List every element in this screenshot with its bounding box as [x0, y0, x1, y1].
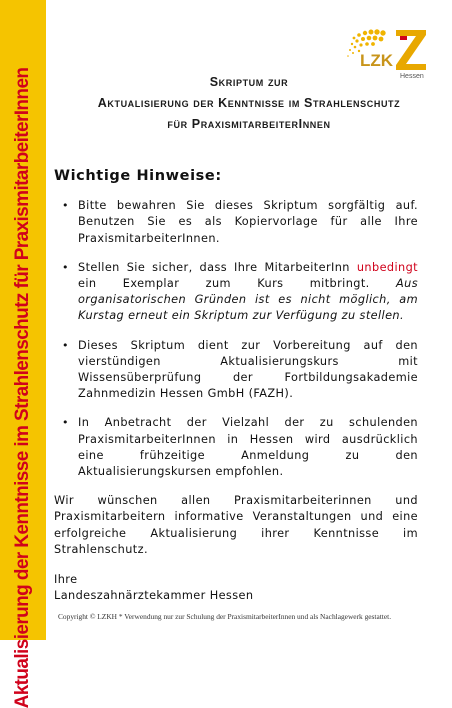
list-item: [54, 338, 418, 403]
bullet-icon: •: [62, 338, 69, 352]
note-text: In Anbetracht der Vielzahl der zu schulenden PraxismitarbeiterInnen in Hessen wird ausdrücklich eine frühzeitige Anmeldung zu den Aktualisierungskursen empfohlen.: [78, 416, 418, 479]
title-line-1: Skriptum zur: [209, 75, 289, 89]
closing-paragraph: Wir wünschen allen Praxismitarbeiterinnen und Praxismitarbeitern informative Veranstaltungen und eine erfolgreiche Aktualisierung ihrer Kenntnisse im Strahlenschutz.: [54, 494, 418, 556]
title-line-2: Aktualisierung der Kenntnisse im Strahlenschutz: [97, 96, 401, 110]
note-text: Stellen Sie sicher, dass Ihre MitarbeiterInn: [78, 260, 350, 274]
signature-line-2: Landeszahnärztekammer Hessen: [54, 589, 254, 603]
document-title: [46, 74, 452, 137]
notes-list: [54, 198, 418, 480]
notes-heading: Wichtige Hinweise:: [54, 168, 222, 184]
logo-subtext: Hessen: [400, 73, 424, 80]
bullet-icon: •: [62, 260, 69, 274]
note-italic: Aus organisatorischen Gründen ist es nicht möglich, am Kurstag erneut ein Skriptum zur Verfügung zu stellen.: [78, 277, 418, 323]
list-item: [54, 415, 418, 480]
list-item: [54, 198, 418, 247]
title-line-3: für PraxismitarbeiterInnen: [167, 117, 331, 131]
list-item: [54, 260, 418, 325]
copyright-footer: Copyright © LZKH * Verwendung nur zur Schulung der PraxismitarbeiterInnen und als Nachlagewerk gestattet.: [58, 612, 392, 621]
note-text: ein Exemplar zum Kurs mitbringt.: [78, 277, 370, 291]
bullet-icon: •: [62, 416, 69, 430]
sidebar-band: [0, 0, 46, 708]
bullet-icon: •: [62, 199, 69, 213]
signature: [54, 572, 418, 604]
note-text: Bitte bewahren Sie dieses Skriptum sorgfältig auf. Benutzen Sie es als Kopiervorlage für alle Ihre PraxismitarbeiterInnen.: [78, 199, 418, 245]
note-text: Dieses Skriptum dient zur Vorbereitung auf den vierstündigen Aktualisierungskurs mit Wissensüberprüfung der Fortbildungsakademie Zahnmedizin Hessen GmbH (FAZH).: [78, 338, 418, 401]
main-content: [54, 168, 418, 604]
logo-text: LZK: [360, 51, 394, 70]
sidebar-vertical-title: Aktualisierung der Kenntnisse im Strahlenschutz für PraxismitarbeiterInnen: [12, 67, 33, 708]
emphasis-red: unbedingt: [356, 260, 418, 274]
signature-line-1: Ihre: [54, 573, 78, 587]
